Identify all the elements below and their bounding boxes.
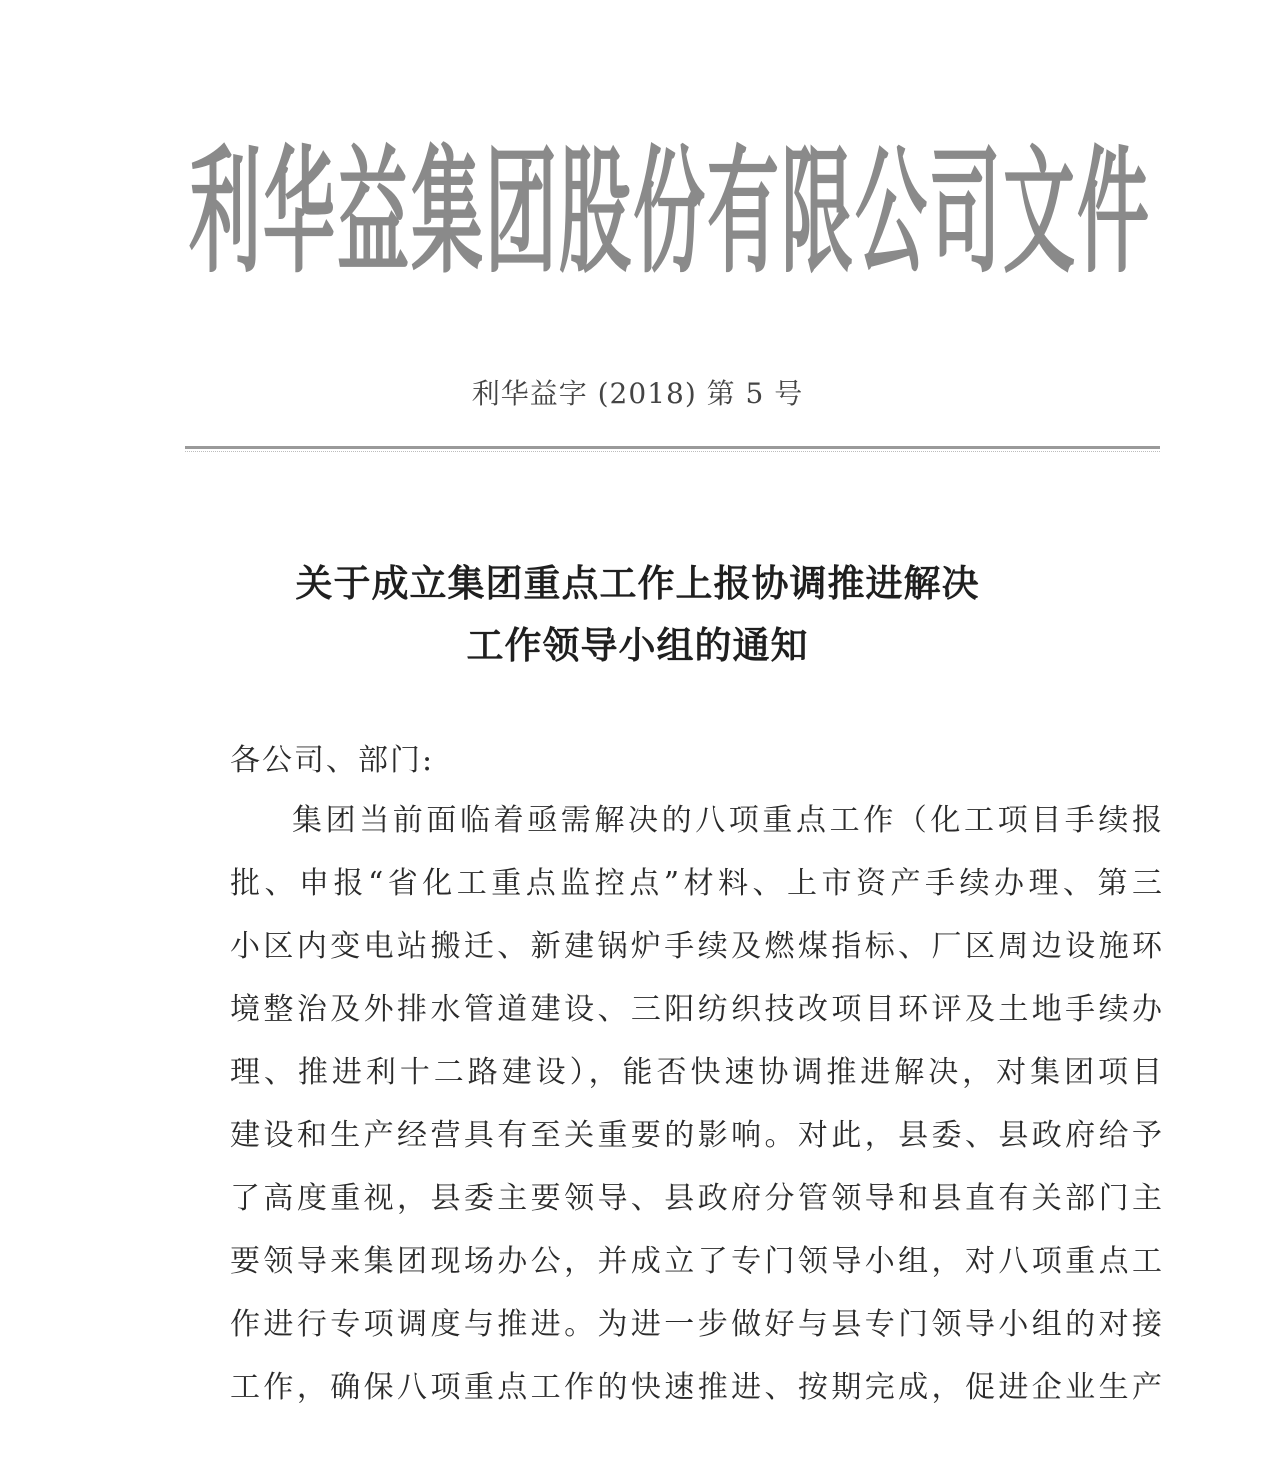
body-line: 作进行专项调度与推进。为进一步做好与县专门领导小组的对接 bbox=[230, 1307, 1162, 1342]
body-line: 工作，确保八项重点工作的快速推进、按期完成，促进企业生产 bbox=[230, 1370, 1162, 1405]
document-number: 利华益字 (2018) 第 5 号 bbox=[471, 377, 804, 410]
body-line: 了高度重视，县委主要领导、县政府分管领导和县直有关部门主 bbox=[230, 1181, 1162, 1216]
header-divider-dotted bbox=[185, 451, 1160, 452]
body-line: 理、推进利十二路建设），能否快速协调推进解决，对集团项目 bbox=[230, 1055, 1162, 1090]
notice-title-line-1: 关于成立集团重点工作上报协调推进解决 bbox=[295, 561, 980, 605]
body-line: 批、申报“省化工重点监控点”材料、上市资产手续办理、第三 bbox=[230, 866, 1162, 901]
header-divider bbox=[185, 446, 1160, 449]
body-line: 要领导来集团现场办公，并成立了专门领导小组，对八项重点工 bbox=[230, 1244, 1162, 1279]
salutation: 各公司、部门: bbox=[230, 743, 435, 778]
body-line: 境整治及外排水管道建设、三阳纺织技改项目环评及土地手续办 bbox=[230, 992, 1162, 1027]
document-header-title: 利华益集团股份有限公司文件 bbox=[188, 131, 1151, 291]
body-line: 小区内变电站搬迁、新建锅炉手续及燃煤指标、厂区周边设施环 bbox=[230, 929, 1162, 964]
body-line: 集团当前面临着亟需解决的八项重点工作（化工项目手续报 bbox=[292, 803, 1162, 838]
body-line: 建设和生产经营具有至关重要的影响。对此，县委、县政府给予 bbox=[230, 1118, 1162, 1153]
notice-title-line-2: 工作领导小组的通知 bbox=[466, 623, 809, 667]
